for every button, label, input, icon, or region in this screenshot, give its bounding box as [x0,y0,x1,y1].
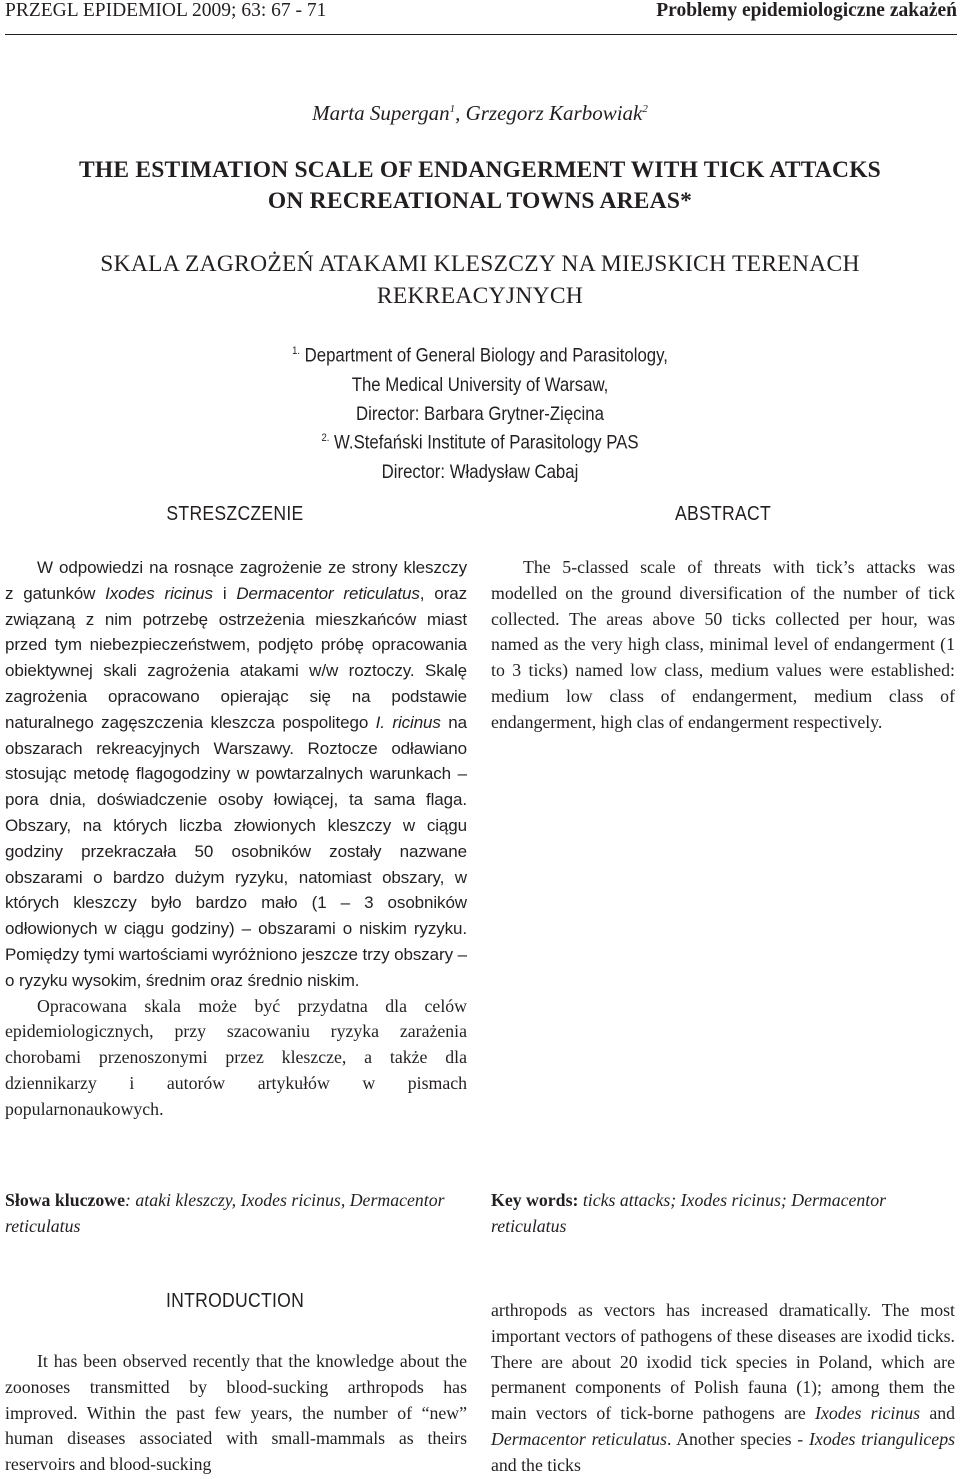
text-run: . Another species - [666,1428,809,1449]
abstract-heading: ABSTRACT [674,503,772,525]
species-name: Ixodes ricinus [105,583,213,603]
streszczenie-paragraph-1 [5,555,467,994]
species-name: Ixodes ricinus [815,1403,921,1424]
affiliation-1-line-1: Department of General Biology and Parasitology, [304,344,668,367]
text-run: and [920,1403,955,1424]
keywords-en-label: Key words: [491,1190,579,1210]
section-name: Problemy epidemiologiczne zakażeń [656,0,957,21]
author-2-affil: 2 [642,103,648,115]
keywords-pl [5,1188,467,1240]
introduction-heading: INTRODUCTION [165,1290,305,1312]
affiliation-1 [67,337,893,429]
abstract-body [491,555,955,736]
introduction-paragraph-1-continued [491,1298,955,1479]
article-title-en [0,155,960,217]
affiliation-1-line-2: The Medical University of Warsaw, [351,373,609,396]
species-name: Dermacentor reticulatus [491,1428,667,1449]
affiliation-1-marker: 1. [292,345,300,357]
author-line [0,101,960,126]
streszczenie-paragraph-2: Opracowana skala może być przydatna dla celów epidemiologicznych, przy szacowaniu ryzyka zarażenia chorobami przenoszonymi przez kleszcze, a także dla dziennikarzy i autorów artykułów w pismach popularnonaukowych. [5,995,467,1119]
title-pl-line-1: SKALA ZAGROŻEŃ ATAKAMI KLESZCZY NA MIEJSKICH TERENACH [100,251,860,277]
affiliation-2-line-2: Director: Władysław Cabaj [381,460,579,483]
affiliation-2 [67,424,893,487]
title-en-line-1: THE ESTIMATION SCALE OF ENDANGERMENT WITH TICK ATTACKS [79,157,881,183]
species-name: Dermacentor reticulatus [236,583,420,603]
keywords-en-text: ticks attacks; Ixodes ricinus; Dermacentor reticulatus [491,1190,887,1236]
introduction-right-column [491,1298,955,1479]
keywords-pl-label: Słowa kluczowe [5,1190,126,1210]
affiliation-2-line-1: W.Stefański Institute of Parasitology PAS [334,431,639,454]
running-head [5,0,957,35]
text-run: na obszarach rekreacyjnych Warszawy. Roztocze odławiano stosując metodę flagogodziny w powtarzalnych warunkach – pora dnia, doświadczenie osoby łowiącej, ta sama flaga. Obszary, na których liczba złowionych kleszczy w ciągu godziny przekraczała 50 osobników zostały nazwane obszarami o bardzo dużym ryzyku, natomiast obszary, w których kleszczy było bardzo mało (1 – 3 osobników odłowionych w ciągu godziny) – obszarami o niskim ryzyku. Pomiędzy tymi wartościami wyróżniono jeszcze trzy obszary – o ryzyku wysokim, średnim oraz średnio niskim. [5,712,467,990]
article-title-pl [0,248,960,312]
author-2: Grzegorz Karbowiak [465,101,643,125]
streszczenie-heading: STRESZCZENIE [166,503,304,525]
abstract-paragraph-1: The 5-classed scale of threats with tick’s attacks was modelled on the ground diversification of the number of tick collected. The areas above 50 ticks collected per hour, was named as the very high class, minimal level of endangerment (1 to 3 ticks) named low class, medium values were established: medium low class of endangerment, medium class of endangerment, high clas of endangerment respectively. [491,557,955,732]
streszczenie-body [5,555,467,1123]
affiliation-2-marker: 2. [321,432,330,444]
text-run: , oraz związaną z nim potrzebę ostrzeżenia mieszkańców miast przed tym niebezpieczeństwem, podjęto próbę opracowania obiektywnej skali zagrożenia atakami w/w roztoczy. Skalę zagrożenia opracowano opierając się na podstawie naturalnego zagęszczenia kleszcza pospolitego [5,583,467,732]
author-1: Marta Supergan [312,101,450,125]
title-pl-line-2: REKREACYJNYCH [376,283,584,309]
author-1-affil: 1 [449,103,456,115]
introduction-left-column [5,1349,467,1478]
keywords-pl-text: : ataki kleszczy, Ixodes ricinus, Dermacentor reticulatus [5,1190,445,1236]
text-run: i [212,583,237,603]
journal-citation: PRZEGL EPIDEMIOL 2009; 63: 67 - 71 [5,0,327,21]
text-run: and the ticks [491,1454,581,1475]
text-run: arthropods as vectors has increased dramatically. The most important vectors of pathogens of these diseases are ixodid ticks. There are about 20 ixodid tick species in Poland, which are permanent components of Polish fauna (1); among them the main vectors of tick-borne pathogens are [491,1300,955,1424]
affiliation-1-line-3: Director: Barbara Grytner-Zięcina [356,402,604,425]
introduction-paragraph-1: It has been observed recently that the knowledge about the zoonoses transmitted by blood-sucking arthropods has improved. Within the past few years, the number of “new” human diseases associated with small-mammals as theirs reservoirs and blood-sucking [5,1351,467,1475]
species-name: Ixodes trianguliceps [809,1428,955,1449]
text-run: W odpowiedzi na rosnące zagrożenie ze strony kleszczy z gatunków [5,558,467,603]
species-name: I. ricinus [375,712,441,732]
author-separator: , [455,101,466,125]
title-en-line-2: ON RECREATIONAL TOWNS AREAS* [267,188,693,214]
keywords-en [491,1188,955,1240]
